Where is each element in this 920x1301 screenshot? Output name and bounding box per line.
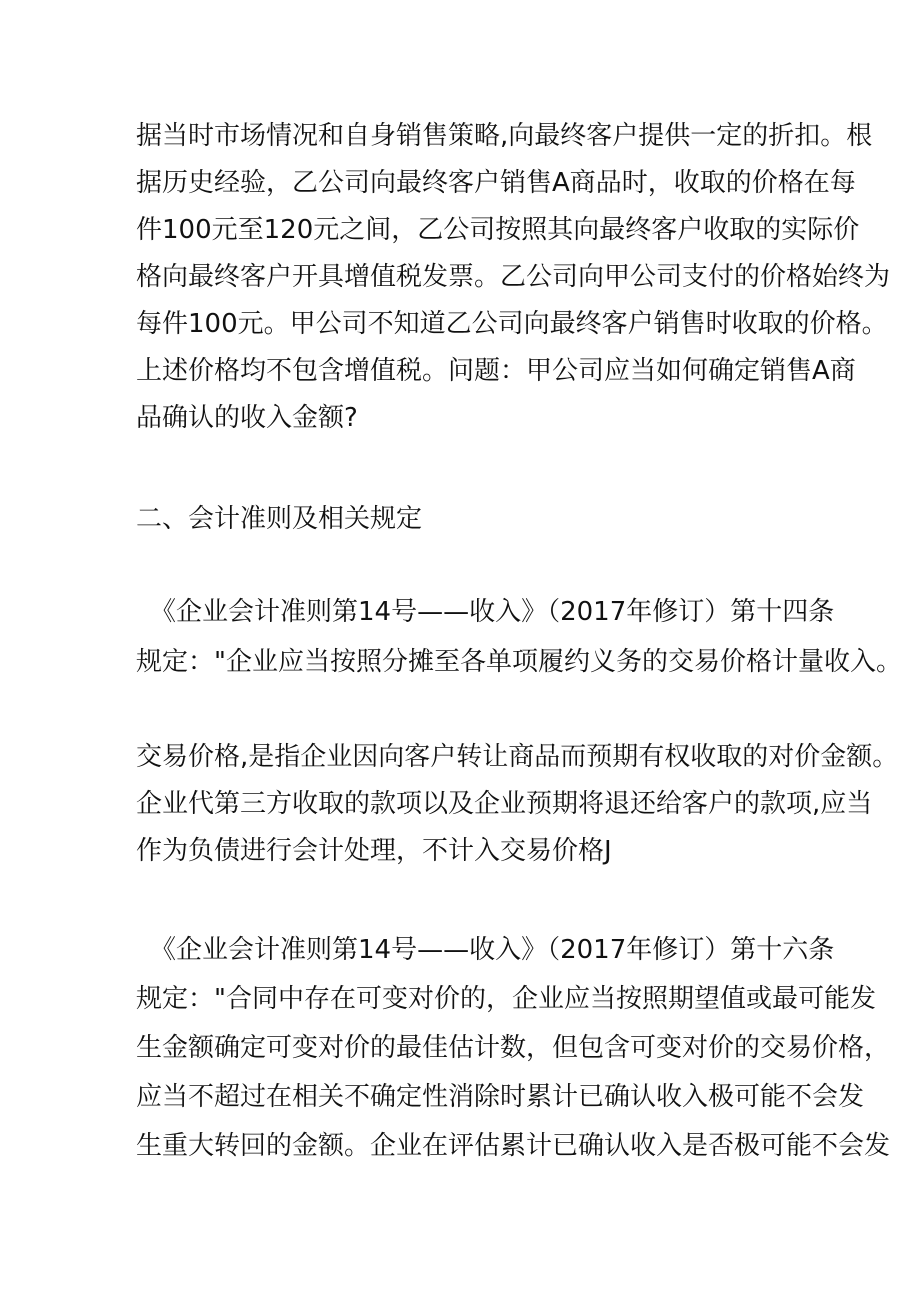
text-line: 规定："企业应当按照分摊至各单项履约义务的交易价格计量收入。 — [136, 647, 902, 677]
text-line: 交易价格,是指企业因向客户转让商品而预期有权收取的对价金额。 — [136, 742, 899, 772]
text-line: 生金额确定可变对价的最佳估计数，但包含可变对价的交易价格， — [136, 1033, 891, 1063]
text-line: 上述价格均不包含增值税。问题：甲公司应当如何确定销售A商 — [136, 356, 856, 386]
text-line: 作为负债进行会计处理，不计入交易价格J — [136, 836, 612, 866]
text-line: 生重大转回的金额。企业在评估累计已确认收入是否极可能不会发 — [136, 1131, 891, 1161]
text-line: 每件100元。甲公司不知道乙公司向最终客户销售时收取的价格。 — [136, 309, 888, 339]
section-heading: 二、会计准则及相关规定 — [136, 504, 423, 534]
text-line: 据历史经验，乙公司向最终客户销售A商品时，收取的价格在每 — [136, 168, 856, 198]
text-line: 《企业会计准则第14号——收入》（2017年修订）第十四条 — [150, 597, 835, 627]
text-line: 格向最终客户开具增值税发票。乙公司向甲公司支付的价格始终为 — [136, 262, 891, 292]
text-line: 企业代第三方收取的款项以及企业预期将退还给客户的款项,应当 — [136, 789, 873, 819]
text-line: 件100元至120元之间，乙公司按照其向最终客户收取的实际价 — [136, 215, 860, 245]
text-line: 据当时市场情况和自身销售策略,向最终客户提供一定的折扣。根 — [136, 121, 873, 151]
text-line: 应当不超过在相关不确定性消除时累计已确认收入极可能不会发 — [136, 1082, 865, 1112]
text-line: 规定："合同中存在可变对价的，企业应当按照期望值或最可能发 — [136, 984, 876, 1014]
text-line: 品确认的收入金额? — [136, 403, 358, 433]
text-line: 《企业会计准则第14号——收入》（2017年修订）第十六条 — [150, 935, 835, 965]
